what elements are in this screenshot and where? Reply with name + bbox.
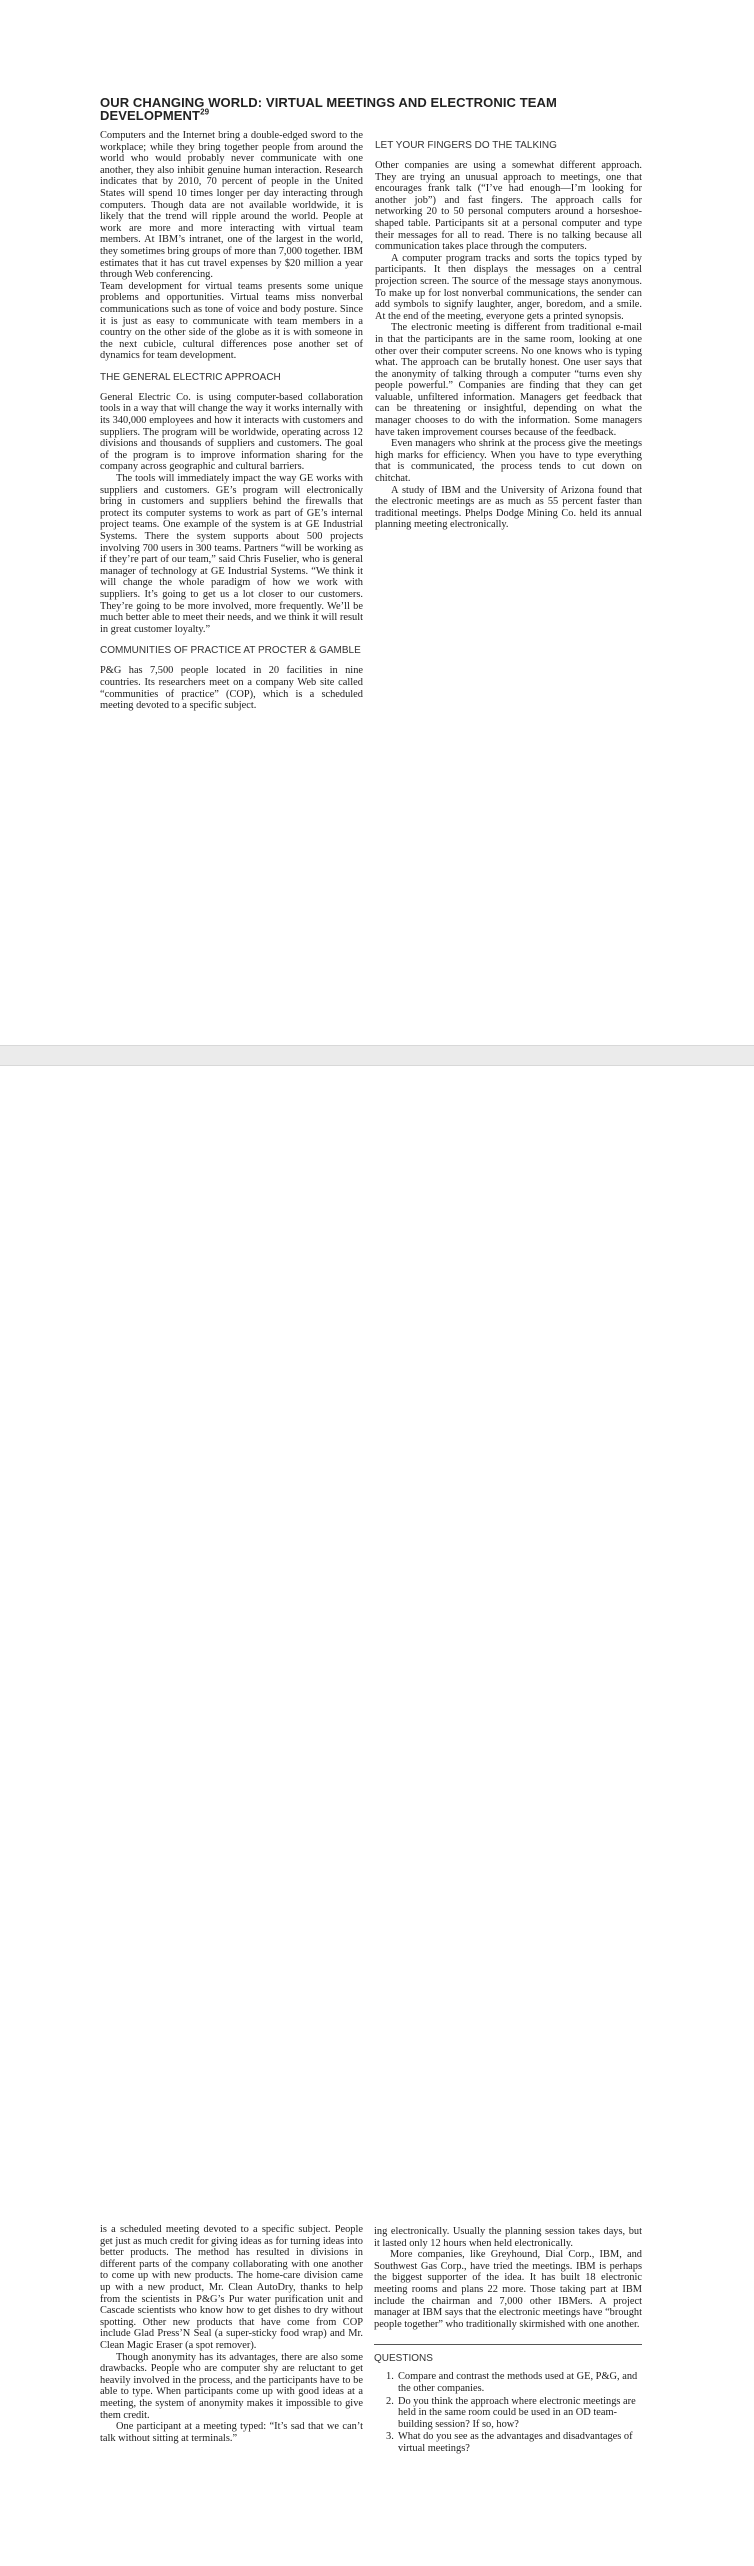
page-separator [0,1045,754,1066]
question-text: What do you see as the advantages and disadvantages of virtual meetings? [398,2431,633,2454]
page2-right-column [374,2226,642,2566]
case-title-text: OUR CHANGING WORLD: VIRTUAL MEETINGS AND ELECTRONIC TEAM DEVELOPMENT [100,95,557,123]
paragraph: is a scheduled meeting devoted to a specific subject. People get just as much credit for giving ideas as for turning ideas into better products. The method has resulted in divisions in different parts of the company collaborating with one another to come up with new products. The home-care division came up with a new product, Mr. Clean AutoDry, thanks to help from the scientists in P&G’s Pur water purification unit and Cascade scientists who know how to get dishes to dry without spotting. Other new products that have come from COP include Glad Press’N Seal (a super-sticky food wrap) and Mr. Clean Magic Eraser (a spot remover). [100,2224,363,2351]
question-text: Compare and contrast the methods used at GE, P&G, and the other companies. [398,2371,638,2394]
paragraph: More companies, like Greyhound, Dial Corp., IBM, and Southwest Gas Corp., have tried the meetings. IBM is perhaps the biggest supporter of the idea. It has built 18 electronic meeting rooms and plans 22 more. Those taking part at IBM include the chairman and 7,000 other IBMers. A project manager at IBM says that the electronic meetings have “brought people together” who traditionally skirmished with one another. [374,2249,642,2330]
paragraph: P&G has 7,500 people located in 20 facilities in nine countries. Its researchers meet on a company Web site called “communities of practice” (COP), which is a scheduled meeting devoted to a specific subject. [100,665,363,712]
question-number: 1. [386,2371,394,2383]
section-heading: COMMUNITIES OF PRACTICE AT PROCTER & GAMBLE [100,645,361,657]
paragraph: General Electric Co. is using computer-based collaboration tools in a way that will change the way it works internally with its 340,000 employees and how it interacts with customers and suppliers. The program will be worldwide, operating across 12 divisions and thousands of suppliers and customers. The goal of the program is to improve information sharing for the company across geographic and cultural barriers. [100,391,363,473]
book-page-bottom [0,1066,754,2454]
paragraph: Computers and the Internet bring a double-edged sword to the workplace; while they bring together people from around the world who would probably never communicate with one another, they also inhibit genuine human interaction. Research indicates that by 2010, 70 percent of people in the United States will spend 10 times longer per day interacting through computers. Though data are not available worldwide, it is likely that the trend will ripple around the world. People at work are more and more interacting with virtual team members. At IBM’s intranet, one of the largest in the world, they sometimes bring groups of more than 7,000 together. IBM estimates that it has cut travel expenses by $20 million a year through Web conferencing. [100,130,363,281]
paragraph: Though anonymity has its advantages, there are also some drawbacks. People who are computer shy are reluctant to get heavily involved in the process, and the participants have to be able to type. When participants come up with good ideas at a meeting, the system of anonymity makes it impossible to give them credit. [100,2351,363,2421]
question-item [382,2431,642,2454]
paragraph: The electronic meeting is different from traditional e-mail in that the participants are in the same room, looking at one other over their computer screens. No one knows who is typing what. The approach can be brutally honest. One user says that the anonymity of talking through a computer “turns even shy people powerful.” Companies are finding that they can get valuable, unfiltered information. Managers get feedback that can be threatening or insightful, depending on what the manager chooses to do with the information. Some managers have taken improvement courses because of the feedback. [375,322,642,438]
paragraph: One participant at a meeting typed: “It’s sad that we can’t talk without sitting at terminals.” [100,2421,363,2444]
questions-divider [374,2344,642,2345]
questions-heading: QUESTIONS [374,2353,433,2365]
paragraph: Other companies are using a somewhat different approach. They are trying an unusual approach to meetings, one that encourages frank talk (“I’ve had enough—I’m looking for another job”) and fast fingers. The approach calls for networking 20 to 50 personal computers around a horseshoe-shaped table. Participants sit at a personal computer and type their messages for all to read. There is no talking because all communication takes place through the computers. [375,160,642,253]
book-page-top [0,0,754,1045]
question-number: 2. [386,2395,394,2407]
paragraph: A study of IBM and the University of Arizona found that the electronic meetings are as much as 55 percent faster than traditional meetings. Phelps Dodge Mining Co. held its annual planning meeting electronically. [375,484,642,531]
paragraph: Even managers who shrink at the process give the meetings high marks for efficiency. When you have to type everything that is communicated, the process tends to cut down on chitchat. [375,438,642,485]
questions-list [382,2371,642,2454]
footnote-marker: 29 [200,107,210,117]
page1-left-column [100,130,363,852]
question-text: Do you think the approach where electronic meetings are held in the same room could be used in an OD team-building session? If so, how? [398,2395,636,2430]
paragraph: A computer program tracks and sorts the topics typed by participants. It then displays the messages on a central projection screen. The source of the message stays anonymous. To make up for lost nonverbal communications, the sender can add symbols to signify laughter, anger, boredom, and a smile. At the end of the meeting, everyone gets a printed synopsis. [375,252,642,322]
page2-left-column [100,2224,363,2564]
question-number: 3. [386,2431,394,2443]
question-item [382,2396,642,2431]
paragraph: The tools will immediately impact the way GE works with suppliers and customers. GE’s program will electronically bring in customers and suppliers behind the firewalls that protect its computer systems to work as part of GE’s internal project teams. One example of the system is at GE Industrial Systems. There the system supports about 500 projects involving 700 users in 300 teams. Partners “will be working as if they’re part of our team,” said Chris Fuselier, who is general manager of technology at GE Industrial Systems. “We think it will change the whole paradigm of how we work with suppliers. It’s going to get us a lot closer to our customers. They’re going to be more involved, more frequently. We’ll be much better able to meet their needs, and we think it will result in great customer loyalty.” [100,473,363,635]
section-heading: THE GENERAL ELECTRIC APPROACH [100,371,281,383]
case-title [100,96,660,122]
paragraph: ing electronically. Usually the planning session takes days, but it lasted only 12 hours when held electronically. [374,2226,642,2249]
section-heading: LET YOUR FINGERS DO THE TALKING [375,140,557,151]
question-item [382,2371,642,2394]
paragraph: Team development for virtual teams presents some unique problems and opportunities. Virtual teams miss nonverbal communications such as tone of voice and body posture. Since it is just as easy to communicate with team members in a country on the other side of the globe as it is with someone in the next cubicle, cultural differences pose another set of dynamics for team development. [100,280,363,362]
page1-right-column [375,130,642,852]
page2-right-text [374,2226,642,2330]
